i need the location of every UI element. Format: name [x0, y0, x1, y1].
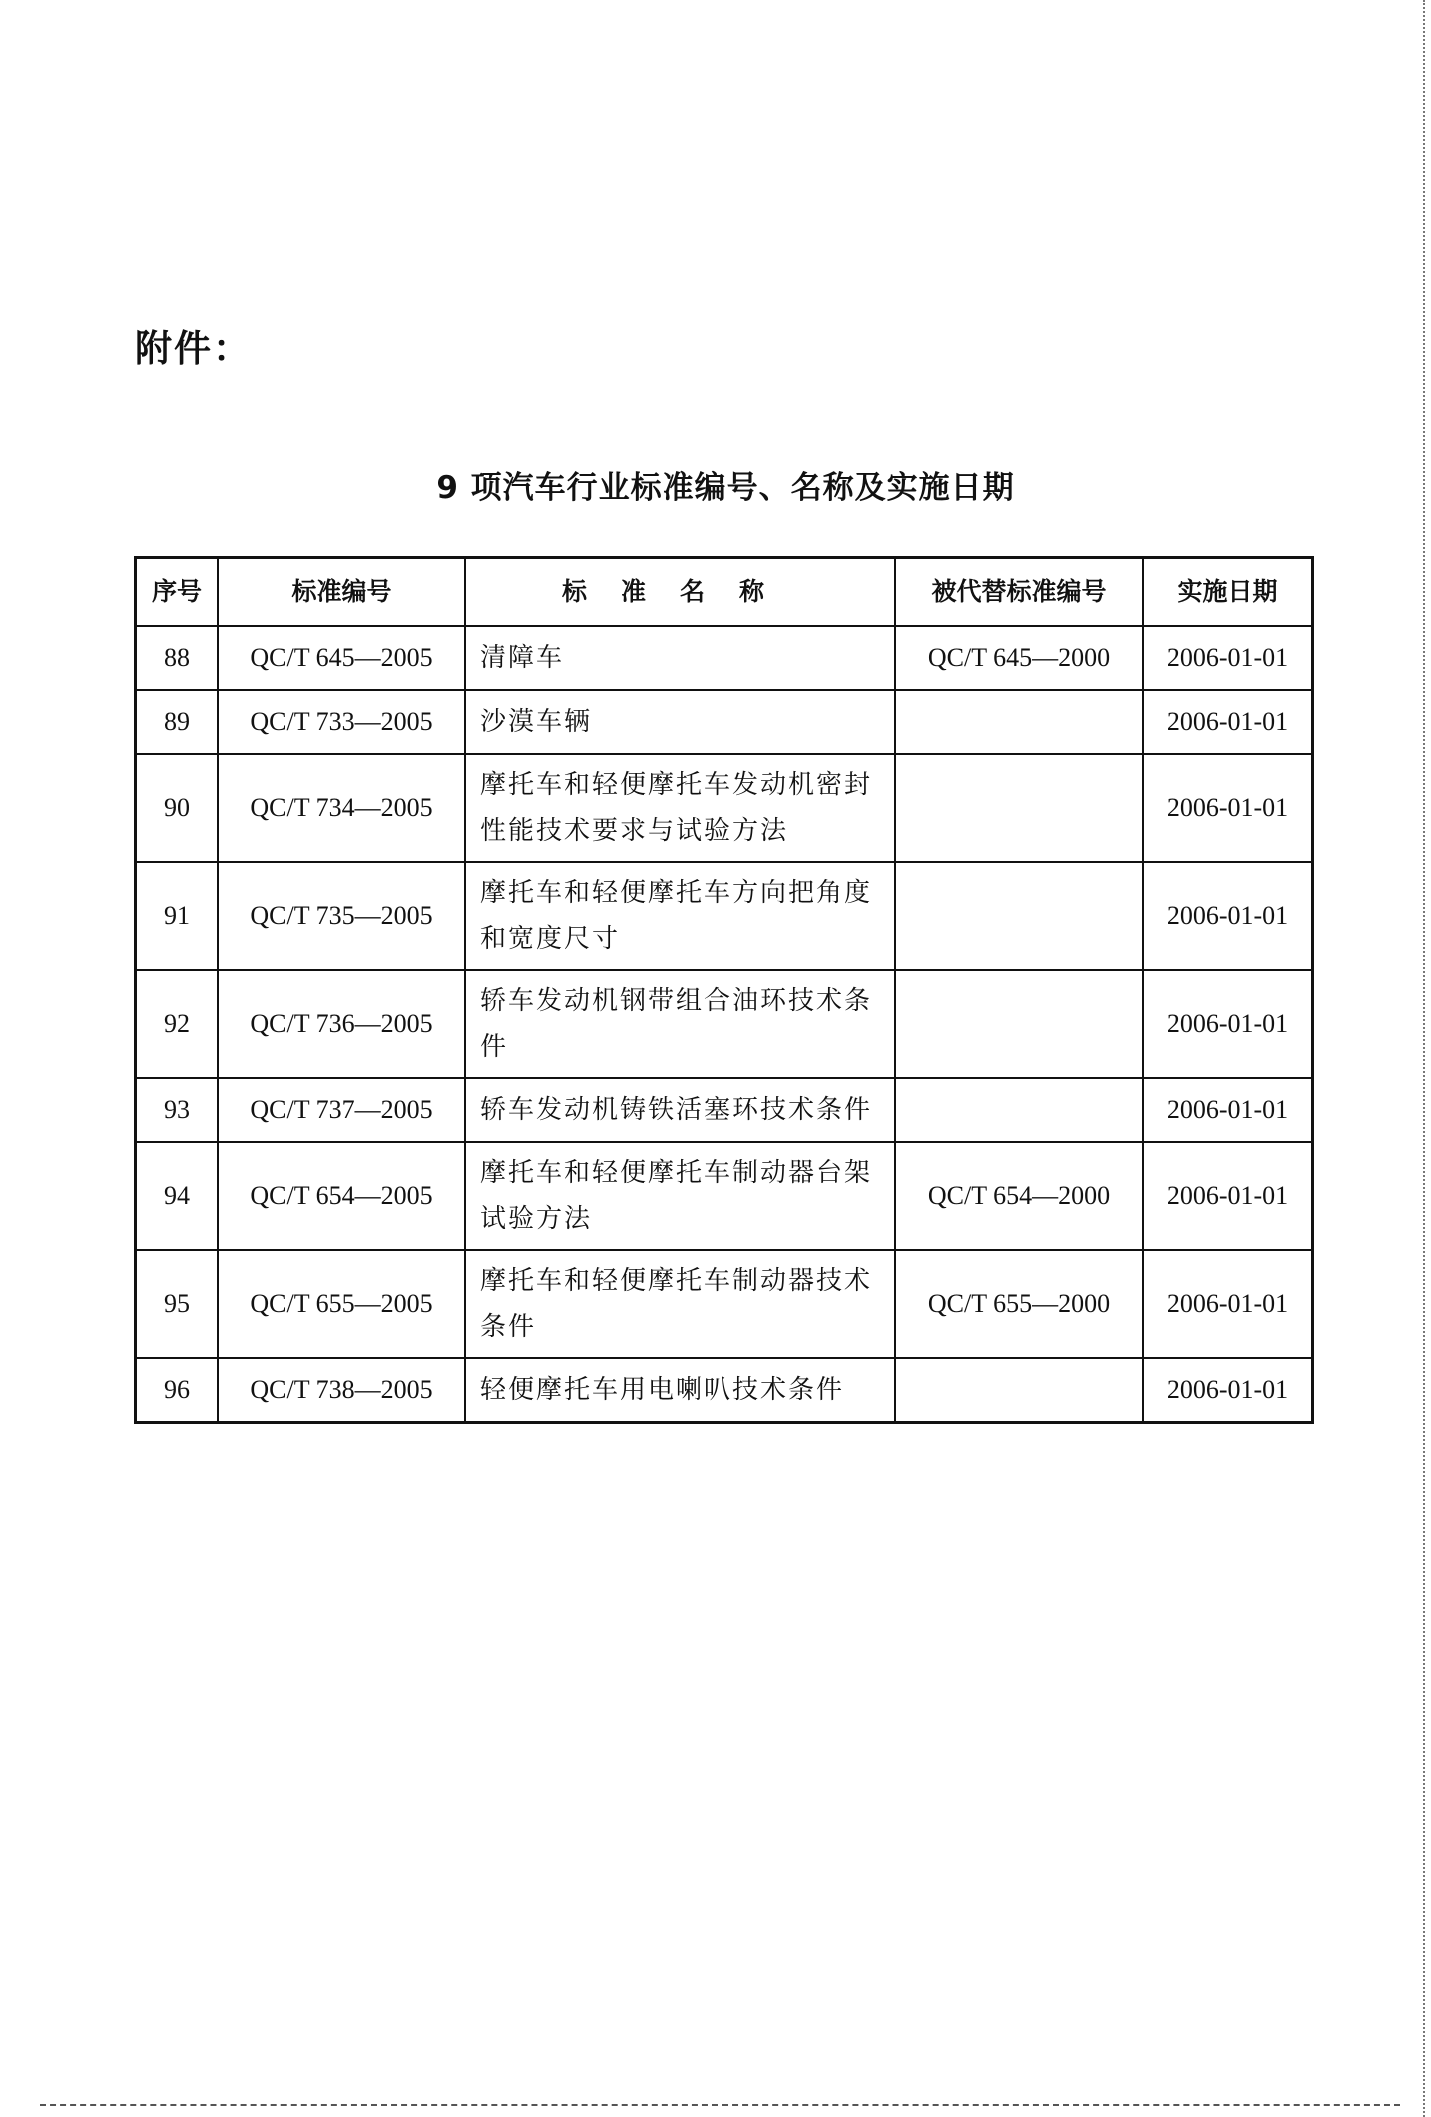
cell-replaced — [895, 690, 1143, 754]
header-date: 实施日期 — [1143, 558, 1313, 627]
header-name-label: 标准名称 — [561, 577, 798, 606]
cell-seq: 94 — [136, 1142, 219, 1250]
cell-code: QC/T 734—2005 — [218, 754, 465, 862]
cell-name-text: 轻便摩托车用电喇叭技术条件 — [480, 1375, 845, 1404]
cell-code: QC/T 737—2005 — [218, 1078, 465, 1142]
cell-date: 2006-01-01 — [1143, 1078, 1313, 1142]
cell-date: 2006-01-01 — [1143, 754, 1313, 862]
cell-name — [465, 862, 895, 970]
table-row — [136, 1078, 1313, 1142]
table-row — [136, 626, 1313, 690]
cell-replaced — [895, 970, 1143, 1078]
cell-name-text: 清障车 — [480, 643, 565, 672]
cell-name — [465, 1078, 895, 1142]
cell-replaced — [895, 862, 1143, 970]
cell-code: QC/T 655—2005 — [218, 1250, 465, 1358]
cell-code: QC/T 645—2005 — [218, 626, 465, 690]
standards-table — [134, 556, 1314, 1424]
table-row — [136, 690, 1313, 754]
cell-date: 2006-01-01 — [1143, 970, 1313, 1078]
table-row — [136, 1358, 1313, 1423]
table-row — [136, 754, 1313, 862]
cell-replaced — [895, 754, 1143, 862]
cell-date: 2006-01-01 — [1143, 1358, 1313, 1423]
cell-seq: 96 — [136, 1358, 219, 1423]
cell-code: QC/T 654—2005 — [218, 1142, 465, 1250]
cell-date: 2006-01-01 — [1143, 690, 1313, 754]
cell-replaced: QC/T 654—2000 — [895, 1142, 1143, 1250]
cell-date: 2006-01-01 — [1143, 1250, 1313, 1358]
cell-code: QC/T 736—2005 — [218, 970, 465, 1078]
table-header-row — [136, 558, 1313, 627]
cell-name-text: 摩托车和轻便摩托车制动器技术条件 — [480, 1266, 873, 1341]
cell-seq: 92 — [136, 970, 219, 1078]
table-row — [136, 970, 1313, 1078]
header-code: 标准编号 — [218, 558, 465, 627]
table-row — [136, 862, 1313, 970]
cell-seq: 95 — [136, 1250, 219, 1358]
cell-seq: 90 — [136, 754, 219, 862]
cell-seq: 88 — [136, 626, 219, 690]
cell-replaced — [895, 1078, 1143, 1142]
cell-name — [465, 1358, 895, 1423]
cell-name-text: 摩托车和轻便摩托车方向把角度和宽度尺寸 — [480, 878, 873, 953]
cell-date: 2006-01-01 — [1143, 626, 1313, 690]
page-title: 9 项汽车行业标准编号、名称及实施日期 — [436, 470, 1015, 506]
cell-code: QC/T 735—2005 — [218, 862, 465, 970]
table-row — [136, 1142, 1313, 1250]
footer-dashes — [40, 2104, 1400, 2110]
cell-name — [465, 754, 895, 862]
cell-seq: 93 — [136, 1078, 219, 1142]
cell-date: 2006-01-01 — [1143, 862, 1313, 970]
cell-seq: 91 — [136, 862, 219, 970]
cell-name-text: 摩托车和轻便摩托车发动机密封性能技术要求与试验方法 — [480, 770, 873, 845]
attachment-label: 附件： — [135, 326, 252, 370]
cell-name — [465, 626, 895, 690]
table-row — [136, 1250, 1313, 1358]
cell-name-text: 轿车发动机铸铁活塞环技术条件 — [480, 1095, 873, 1124]
cell-seq: 89 — [136, 690, 219, 754]
cell-name — [465, 690, 895, 754]
cell-code: QC/T 738—2005 — [218, 1358, 465, 1423]
cell-name-text: 摩托车和轻便摩托车制动器台架试验方法 — [480, 1158, 873, 1233]
cell-replaced: QC/T 655—2000 — [895, 1250, 1143, 1358]
cell-name-text: 轿车发动机钢带组合油环技术条件 — [480, 986, 873, 1061]
cell-replaced — [895, 1358, 1143, 1423]
header-name — [465, 558, 895, 627]
cell-name — [465, 1250, 895, 1358]
cell-code: QC/T 733—2005 — [218, 690, 465, 754]
scan-edge-line — [1423, 0, 1427, 2117]
cell-name — [465, 1142, 895, 1250]
cell-name — [465, 970, 895, 1078]
header-replaced: 被代替标准编号 — [895, 558, 1143, 627]
cell-name-text: 沙漠车辆 — [480, 707, 593, 736]
cell-date: 2006-01-01 — [1143, 1142, 1313, 1250]
cell-replaced: QC/T 645—2000 — [895, 626, 1143, 690]
header-seq: 序号 — [136, 558, 219, 627]
